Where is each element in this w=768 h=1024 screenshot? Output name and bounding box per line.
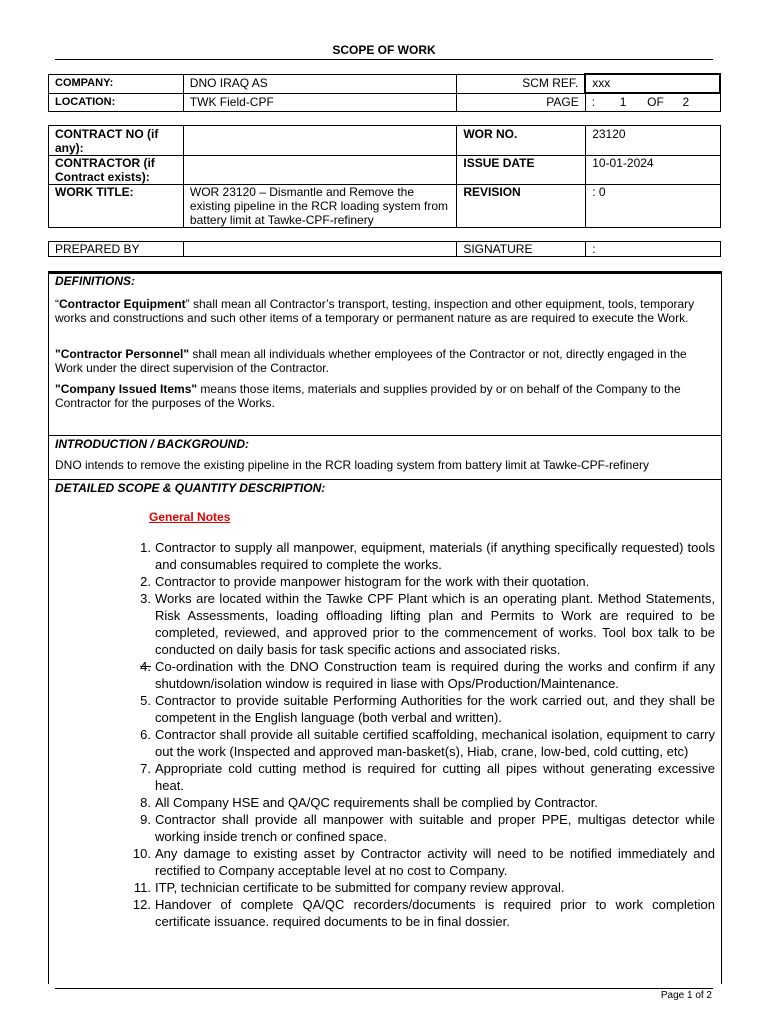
contract-no-value xyxy=(183,126,456,156)
definition-contractor-equipment: “Contractor Equipment” shall mean all Contractor’s transport, testing, inspection and other equipment, tools, temporary works and constructions and such other items of a temporary or permanent nature as are required to execute the Work. xyxy=(55,297,695,325)
list-item: 7. Appropriate cold cutting method is required for cutting all pipes without generating excessive heat. xyxy=(140,761,715,793)
company-label: COMPANY: xyxy=(49,74,184,93)
issue-date-value: 10-01-2024 xyxy=(586,156,721,185)
contractor-label: CONTRACTOR (if Contract exists): xyxy=(49,156,184,185)
issue-date-label: ISSUE DATE xyxy=(457,156,586,185)
page-colon: : xyxy=(591,95,596,109)
section-divider xyxy=(49,479,721,480)
list-item: 1. Contractor to supply all manpower, equipment, materials (if anything specifically requested) tools and consumables required to complete the works. xyxy=(140,540,715,572)
list-item: 4. Co-ordination with the DNO Construction team is required during the works and confirm if any shutdown/isolation window is required in liase with Ops/Production/Maintenance. xyxy=(140,659,715,691)
general-notes-heading: General Notes xyxy=(149,510,231,524)
page-total: 2 xyxy=(682,95,690,109)
list-item: 11. ITP, technician certificate to be submitted for company review approval. xyxy=(133,880,565,895)
wor-no-label: WOR NO. xyxy=(457,126,586,156)
main-content-box xyxy=(48,271,722,984)
list-item: 6. Contractor shall provide all suitable certified scaffolding, mechanical isolation, equipment to carry out the work (Inspected and approved man-basket(s), Hiab, crane, low-bed, cold cutting, etc) xyxy=(140,727,715,759)
page-number: 1 xyxy=(619,95,627,109)
page-value xyxy=(585,93,720,112)
prepared-table xyxy=(48,241,721,257)
title-rule xyxy=(55,59,713,60)
company-value: DNO IRAQ AS xyxy=(183,74,456,93)
definition-company-issued-items: "Company Issued Items" means those items, materials and supplies provided by or on behalf of the Company to the Contractor for the purposes of the Works. xyxy=(55,382,681,410)
footer-page-number: Page 1 of 2 xyxy=(660,990,712,1001)
prepared-by-value xyxy=(183,242,456,257)
contractor-value xyxy=(183,156,456,185)
definition-term: "Company Issued Items" xyxy=(55,382,198,396)
contract-no-label: CONTRACT NO (if any): xyxy=(49,126,184,156)
definitions-heading: DEFINITIONS: xyxy=(55,274,135,288)
list-item: 9. Contractor shall provide all manpower with suitable and proper PPE, multigas detector while working inside trench or confined space. xyxy=(140,812,715,844)
scope-heading: DETAILED SCOPE & QUANTITY DESCRIPTION: xyxy=(55,481,326,495)
prepared-by-label: PREPARED BY xyxy=(49,242,184,257)
wor-no-value: 23120 xyxy=(586,126,721,156)
page-of: OF xyxy=(647,95,664,109)
list-item: 8. All Company HSE and QA/QC requirements shall be complied by Contractor. xyxy=(140,795,598,810)
section-divider xyxy=(49,435,721,436)
list-item: 3. Works are located within the Tawke CPF Plant which is an operating plant. Method Statements, Risk Assessments, loading offloading lifting plan and Permits to Work are required to be completed, reviewed, and approved prior to the commencement of works. Tool box talk to be conducted on daily basis for task specific actions and associated risks. xyxy=(140,591,715,657)
location-label: LOCATION: xyxy=(49,93,184,112)
list-item: 2. Contractor to provide manpower histogram for the work with their quotation. xyxy=(140,574,590,589)
contract-table xyxy=(48,125,721,228)
page-label: PAGE xyxy=(457,93,586,112)
scm-ref-label: SCM REF. xyxy=(457,74,586,93)
introduction-heading: INTRODUCTION / BACKGROUND: xyxy=(55,437,249,451)
header-table xyxy=(48,73,721,112)
scope-notes-list xyxy=(101,539,715,930)
signature-value: : xyxy=(586,242,721,257)
definition-term: Contractor Equipment xyxy=(59,297,186,311)
list-item: 5. Contractor to provide suitable Performing Authorities for the work carried out, and they shall be competent in the English language (both verbal and written). xyxy=(140,693,715,725)
work-title-value: WOR 23120 – Dismantle and Remove the existing pipeline in the RCR loading system from battery limit at Tawke-CPF-refinery xyxy=(183,185,456,228)
scm-ref-value: xxx xyxy=(585,74,720,93)
work-title-label: WORK TITLE: xyxy=(49,185,184,228)
list-item: 10. Any damage to existing asset by Contractor activity will need to be notified immediately and rectified to Company acceptable level at no cost to Company. xyxy=(132,846,715,878)
revision-value: : 0 xyxy=(586,185,721,228)
definition-contractor-personnel: "Contractor Personnel" shall mean all individuals whether employees of the Contractor or not, directly engaged in the Work under the direct supervision of the Contractor. xyxy=(55,347,687,375)
introduction-text: DNO intends to remove the existing pipeline in the RCR loading system from battery limit at Tawke-CPF-refinery xyxy=(55,458,650,472)
page-title: SCOPE OF WORK xyxy=(332,43,436,57)
footer-rule xyxy=(55,988,713,989)
list-item: 12. Handover of complete QA/QC recorders/documents is required prior to work completion certificate issuance. required documents to be in final dossier. xyxy=(132,897,715,929)
signature-label: SIGNATURE xyxy=(457,242,586,257)
location-value: TWK Field-CPF xyxy=(183,93,456,112)
definition-term: "Contractor Personnel" xyxy=(55,347,190,361)
revision-label: REVISION xyxy=(457,185,586,228)
